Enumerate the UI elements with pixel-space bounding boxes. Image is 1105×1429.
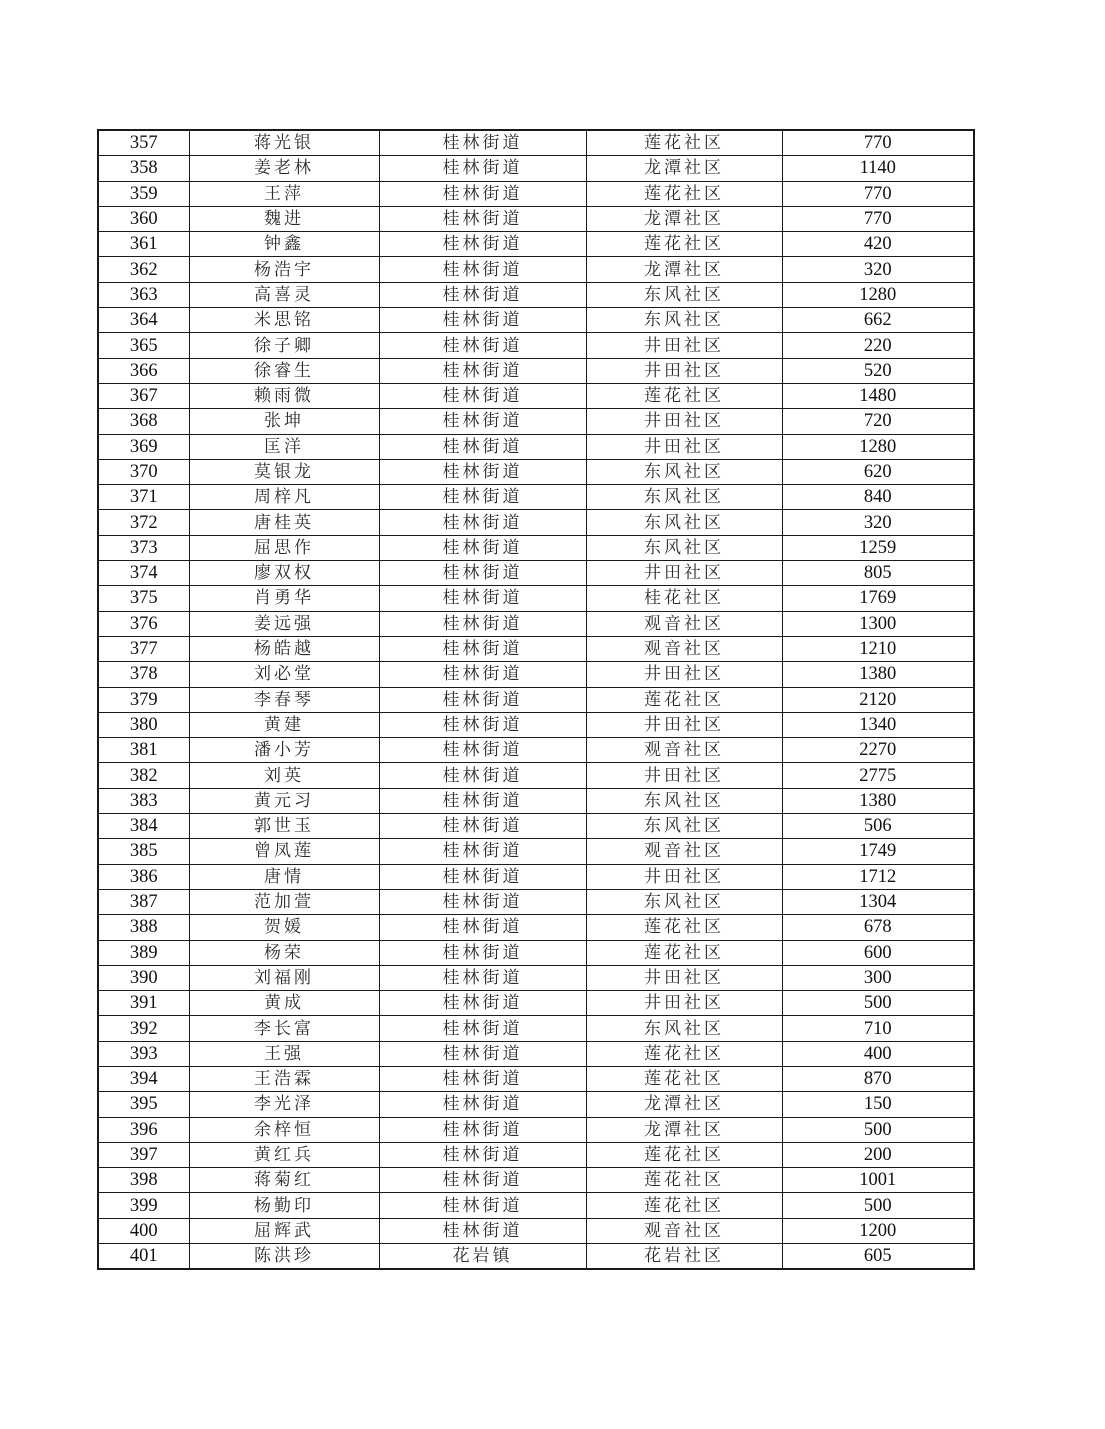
community-cell: 龙潭社区 [586, 206, 782, 231]
community-cell: 东风社区 [586, 1016, 782, 1041]
row-number-cell: 385 [98, 839, 189, 864]
community-cell: 莲花社区 [586, 1193, 782, 1218]
amount-cell: 1140 [782, 156, 974, 181]
community-cell: 井田社区 [586, 712, 782, 737]
street-cell: 桂林街道 [379, 1016, 586, 1041]
street-cell: 桂林街道 [379, 383, 586, 408]
row-number-cell: 373 [98, 535, 189, 560]
community-cell: 东风社区 [586, 485, 782, 510]
row-number-cell: 384 [98, 814, 189, 839]
name-cell: 刘必堂 [189, 662, 379, 687]
name-cell: 屈思作 [189, 535, 379, 560]
amount-cell: 605 [782, 1244, 974, 1270]
community-cell: 观音社区 [586, 611, 782, 636]
name-cell: 米思铭 [189, 308, 379, 333]
name-cell: 王浩霖 [189, 1066, 379, 1091]
row-number-cell: 365 [98, 333, 189, 358]
community-cell: 东风社区 [586, 459, 782, 484]
table-row [98, 333, 974, 358]
community-cell: 东风社区 [586, 788, 782, 813]
street-cell: 桂林街道 [379, 485, 586, 510]
community-cell: 东风社区 [586, 535, 782, 560]
community-cell: 莲花社区 [586, 940, 782, 965]
street-cell: 桂林街道 [379, 282, 586, 307]
name-cell: 肖勇华 [189, 586, 379, 611]
table-row [98, 889, 974, 914]
row-number-cell: 358 [98, 156, 189, 181]
street-cell: 桂林街道 [379, 459, 586, 484]
community-cell: 龙潭社区 [586, 1092, 782, 1117]
amount-cell: 1304 [782, 889, 974, 914]
name-cell: 赖雨微 [189, 383, 379, 408]
name-cell: 周梓凡 [189, 485, 379, 510]
community-cell: 井田社区 [586, 358, 782, 383]
row-number-cell: 381 [98, 738, 189, 763]
row-number-cell: 382 [98, 763, 189, 788]
row-number-cell: 395 [98, 1092, 189, 1117]
amount-cell: 2775 [782, 763, 974, 788]
name-cell: 杨皓越 [189, 636, 379, 661]
table-row [98, 1142, 974, 1167]
name-cell: 张坤 [189, 409, 379, 434]
amount-cell: 678 [782, 915, 974, 940]
name-cell: 范加萱 [189, 889, 379, 914]
street-cell: 桂林街道 [379, 561, 586, 586]
street-cell: 桂林街道 [379, 1142, 586, 1167]
amount-cell: 400 [782, 1041, 974, 1066]
table-row [98, 156, 974, 181]
amount-cell: 720 [782, 409, 974, 434]
amount-cell: 770 [782, 206, 974, 231]
row-number-cell: 387 [98, 889, 189, 914]
community-cell: 龙潭社区 [586, 1117, 782, 1142]
table-row [98, 738, 974, 763]
street-cell: 桂林街道 [379, 130, 586, 156]
community-cell: 花岩社区 [586, 1244, 782, 1270]
table-row [98, 1168, 974, 1193]
street-cell: 桂林街道 [379, 814, 586, 839]
community-cell: 东风社区 [586, 889, 782, 914]
amount-cell: 1280 [782, 434, 974, 459]
name-cell: 黄成 [189, 991, 379, 1016]
street-cell: 桂林街道 [379, 535, 586, 560]
community-cell: 桂花社区 [586, 586, 782, 611]
row-number-cell: 400 [98, 1218, 189, 1243]
amount-cell: 1200 [782, 1218, 974, 1243]
table-row [98, 1016, 974, 1041]
street-cell: 桂林街道 [379, 1168, 586, 1193]
name-cell: 莫银龙 [189, 459, 379, 484]
name-cell: 陈洪珍 [189, 1244, 379, 1270]
amount-cell: 500 [782, 1193, 974, 1218]
street-cell: 桂林街道 [379, 712, 586, 737]
row-number-cell: 371 [98, 485, 189, 510]
community-cell: 莲花社区 [586, 915, 782, 940]
row-number-cell: 390 [98, 965, 189, 990]
community-cell: 井田社区 [586, 434, 782, 459]
street-cell: 桂林街道 [379, 915, 586, 940]
street-cell: 桂林街道 [379, 965, 586, 990]
name-cell: 潘小芳 [189, 738, 379, 763]
table-row [98, 788, 974, 813]
street-cell: 桂林街道 [379, 864, 586, 889]
amount-cell: 1380 [782, 788, 974, 813]
community-cell: 观音社区 [586, 738, 782, 763]
street-cell: 桂林街道 [379, 308, 586, 333]
row-number-cell: 376 [98, 611, 189, 636]
row-number-cell: 360 [98, 206, 189, 231]
street-cell: 桂林街道 [379, 636, 586, 661]
amount-cell: 805 [782, 561, 974, 586]
community-cell: 莲花社区 [586, 130, 782, 156]
name-cell: 蒋光银 [189, 130, 379, 156]
community-cell: 观音社区 [586, 636, 782, 661]
amount-cell: 1259 [782, 535, 974, 560]
table-row [98, 636, 974, 661]
table-row [98, 282, 974, 307]
name-cell: 贺媛 [189, 915, 379, 940]
street-cell: 桂林街道 [379, 409, 586, 434]
street-cell: 桂林街道 [379, 839, 586, 864]
row-number-cell: 393 [98, 1041, 189, 1066]
name-cell: 徐子卿 [189, 333, 379, 358]
row-number-cell: 364 [98, 308, 189, 333]
amount-cell: 1340 [782, 712, 974, 737]
table-row [98, 308, 974, 333]
amount-cell: 840 [782, 485, 974, 510]
community-cell: 莲花社区 [586, 1142, 782, 1167]
street-cell: 桂林街道 [379, 156, 586, 181]
street-cell: 桂林街道 [379, 232, 586, 257]
amount-cell: 1749 [782, 839, 974, 864]
community-cell: 井田社区 [586, 991, 782, 1016]
table-row [98, 257, 974, 282]
table-row [98, 864, 974, 889]
street-cell: 桂林街道 [379, 1041, 586, 1066]
street-cell: 桂林街道 [379, 687, 586, 712]
street-cell: 桂林街道 [379, 788, 586, 813]
community-cell: 莲花社区 [586, 383, 782, 408]
row-number-cell: 397 [98, 1142, 189, 1167]
street-cell: 桂林街道 [379, 991, 586, 1016]
name-cell: 钟鑫 [189, 232, 379, 257]
amount-cell: 770 [782, 181, 974, 206]
roster-table [97, 129, 975, 1270]
name-cell: 匡洋 [189, 434, 379, 459]
row-number-cell: 361 [98, 232, 189, 257]
table-row [98, 1244, 974, 1270]
amount-cell: 710 [782, 1016, 974, 1041]
table-row [98, 687, 974, 712]
row-number-cell: 378 [98, 662, 189, 687]
table-row [98, 1041, 974, 1066]
name-cell: 刘福刚 [189, 965, 379, 990]
row-number-cell: 401 [98, 1244, 189, 1270]
amount-cell: 506 [782, 814, 974, 839]
table-row [98, 358, 974, 383]
table-row [98, 991, 974, 1016]
row-number-cell: 391 [98, 991, 189, 1016]
community-cell: 莲花社区 [586, 1066, 782, 1091]
table-row [98, 232, 974, 257]
name-cell: 杨浩宇 [189, 257, 379, 282]
street-cell: 桂林街道 [379, 333, 586, 358]
row-number-cell: 398 [98, 1168, 189, 1193]
name-cell: 余梓恒 [189, 1117, 379, 1142]
street-cell: 桂林街道 [379, 257, 586, 282]
row-number-cell: 370 [98, 459, 189, 484]
amount-cell: 770 [782, 130, 974, 156]
amount-cell: 1300 [782, 611, 974, 636]
street-cell: 桂林街道 [379, 1218, 586, 1243]
table-row [98, 586, 974, 611]
row-number-cell: 386 [98, 864, 189, 889]
community-cell: 观音社区 [586, 1218, 782, 1243]
street-cell: 桂林街道 [379, 510, 586, 535]
row-number-cell: 369 [98, 434, 189, 459]
amount-cell: 320 [782, 257, 974, 282]
community-cell: 井田社区 [586, 333, 782, 358]
row-number-cell: 388 [98, 915, 189, 940]
name-cell: 唐情 [189, 864, 379, 889]
name-cell: 姜远强 [189, 611, 379, 636]
row-number-cell: 366 [98, 358, 189, 383]
table-row [98, 763, 974, 788]
row-number-cell: 399 [98, 1193, 189, 1218]
street-cell: 桂林街道 [379, 1117, 586, 1142]
community-cell: 东风社区 [586, 510, 782, 535]
name-cell: 黄红兵 [189, 1142, 379, 1167]
row-number-cell: 380 [98, 712, 189, 737]
row-number-cell: 375 [98, 586, 189, 611]
street-cell: 桂林街道 [379, 1066, 586, 1091]
table-row [98, 940, 974, 965]
row-number-cell: 396 [98, 1117, 189, 1142]
table-row [98, 510, 974, 535]
name-cell: 高喜灵 [189, 282, 379, 307]
table-row [98, 485, 974, 510]
name-cell: 屈辉武 [189, 1218, 379, 1243]
community-cell: 井田社区 [586, 561, 782, 586]
community-cell: 井田社区 [586, 965, 782, 990]
community-cell: 龙潭社区 [586, 156, 782, 181]
community-cell: 东风社区 [586, 308, 782, 333]
amount-cell: 2270 [782, 738, 974, 763]
table-row [98, 712, 974, 737]
table-row [98, 814, 974, 839]
table-row [98, 611, 974, 636]
table-row [98, 561, 974, 586]
street-cell: 桂林街道 [379, 586, 586, 611]
name-cell: 郭世玉 [189, 814, 379, 839]
amount-cell: 150 [782, 1092, 974, 1117]
row-number-cell: 362 [98, 257, 189, 282]
community-cell: 井田社区 [586, 662, 782, 687]
community-cell: 东风社区 [586, 814, 782, 839]
amount-cell: 2120 [782, 687, 974, 712]
street-cell: 桂林街道 [379, 738, 586, 763]
street-cell: 花岩镇 [379, 1244, 586, 1270]
table-row [98, 1193, 974, 1218]
community-cell: 莲花社区 [586, 232, 782, 257]
table-row [98, 206, 974, 231]
name-cell: 李光泽 [189, 1092, 379, 1117]
amount-cell: 1210 [782, 636, 974, 661]
amount-cell: 1480 [782, 383, 974, 408]
table-row [98, 839, 974, 864]
row-number-cell: 389 [98, 940, 189, 965]
amount-cell: 200 [782, 1142, 974, 1167]
name-cell: 王强 [189, 1041, 379, 1066]
name-cell: 王萍 [189, 181, 379, 206]
table-row [98, 434, 974, 459]
name-cell: 李长富 [189, 1016, 379, 1041]
community-cell: 东风社区 [586, 282, 782, 307]
amount-cell: 600 [782, 940, 974, 965]
street-cell: 桂林街道 [379, 889, 586, 914]
row-number-cell: 367 [98, 383, 189, 408]
name-cell: 杨勤印 [189, 1193, 379, 1218]
row-number-cell: 363 [98, 282, 189, 307]
street-cell: 桂林街道 [379, 181, 586, 206]
street-cell: 桂林街道 [379, 358, 586, 383]
row-number-cell: 394 [98, 1066, 189, 1091]
table-row [98, 1117, 974, 1142]
table-row [98, 662, 974, 687]
amount-cell: 1380 [782, 662, 974, 687]
table-row [98, 535, 974, 560]
community-cell: 莲花社区 [586, 1168, 782, 1193]
table-row [98, 181, 974, 206]
row-number-cell: 383 [98, 788, 189, 813]
table-row [98, 130, 974, 156]
row-number-cell: 379 [98, 687, 189, 712]
row-number-cell: 359 [98, 181, 189, 206]
table-row [98, 1092, 974, 1117]
community-cell: 莲花社区 [586, 181, 782, 206]
amount-cell: 1280 [782, 282, 974, 307]
name-cell: 黄建 [189, 712, 379, 737]
amount-cell: 420 [782, 232, 974, 257]
community-cell: 莲花社区 [586, 1041, 782, 1066]
name-cell: 魏进 [189, 206, 379, 231]
street-cell: 桂林街道 [379, 1193, 586, 1218]
amount-cell: 300 [782, 965, 974, 990]
table-row [98, 965, 974, 990]
street-cell: 桂林街道 [379, 434, 586, 459]
name-cell: 蒋菊红 [189, 1168, 379, 1193]
community-cell: 观音社区 [586, 839, 782, 864]
name-cell: 徐睿生 [189, 358, 379, 383]
table-row [98, 383, 974, 408]
table-row [98, 1066, 974, 1091]
table-row [98, 915, 974, 940]
table-row [98, 459, 974, 484]
street-cell: 桂林街道 [379, 206, 586, 231]
amount-cell: 320 [782, 510, 974, 535]
table-row [98, 1218, 974, 1243]
amount-cell: 520 [782, 358, 974, 383]
community-cell: 井田社区 [586, 763, 782, 788]
name-cell: 杨荣 [189, 940, 379, 965]
row-number-cell: 392 [98, 1016, 189, 1041]
community-cell: 井田社区 [586, 864, 782, 889]
row-number-cell: 377 [98, 636, 189, 661]
street-cell: 桂林街道 [379, 611, 586, 636]
amount-cell: 220 [782, 333, 974, 358]
amount-cell: 1769 [782, 586, 974, 611]
roster-table-body [98, 130, 974, 1269]
amount-cell: 1001 [782, 1168, 974, 1193]
community-cell: 井田社区 [586, 409, 782, 434]
table-row [98, 409, 974, 434]
row-number-cell: 374 [98, 561, 189, 586]
name-cell: 唐桂英 [189, 510, 379, 535]
name-cell: 姜老林 [189, 156, 379, 181]
amount-cell: 620 [782, 459, 974, 484]
name-cell: 曾凤莲 [189, 839, 379, 864]
name-cell: 黄元习 [189, 788, 379, 813]
row-number-cell: 372 [98, 510, 189, 535]
community-cell: 龙潭社区 [586, 257, 782, 282]
street-cell: 桂林街道 [379, 940, 586, 965]
row-number-cell: 368 [98, 409, 189, 434]
amount-cell: 662 [782, 308, 974, 333]
row-number-cell: 357 [98, 130, 189, 156]
street-cell: 桂林街道 [379, 662, 586, 687]
name-cell: 李春琴 [189, 687, 379, 712]
amount-cell: 500 [782, 991, 974, 1016]
street-cell: 桂林街道 [379, 1092, 586, 1117]
name-cell: 廖双权 [189, 561, 379, 586]
amount-cell: 1712 [782, 864, 974, 889]
community-cell: 莲花社区 [586, 687, 782, 712]
amount-cell: 870 [782, 1066, 974, 1091]
street-cell: 桂林街道 [379, 763, 586, 788]
amount-cell: 500 [782, 1117, 974, 1142]
name-cell: 刘英 [189, 763, 379, 788]
